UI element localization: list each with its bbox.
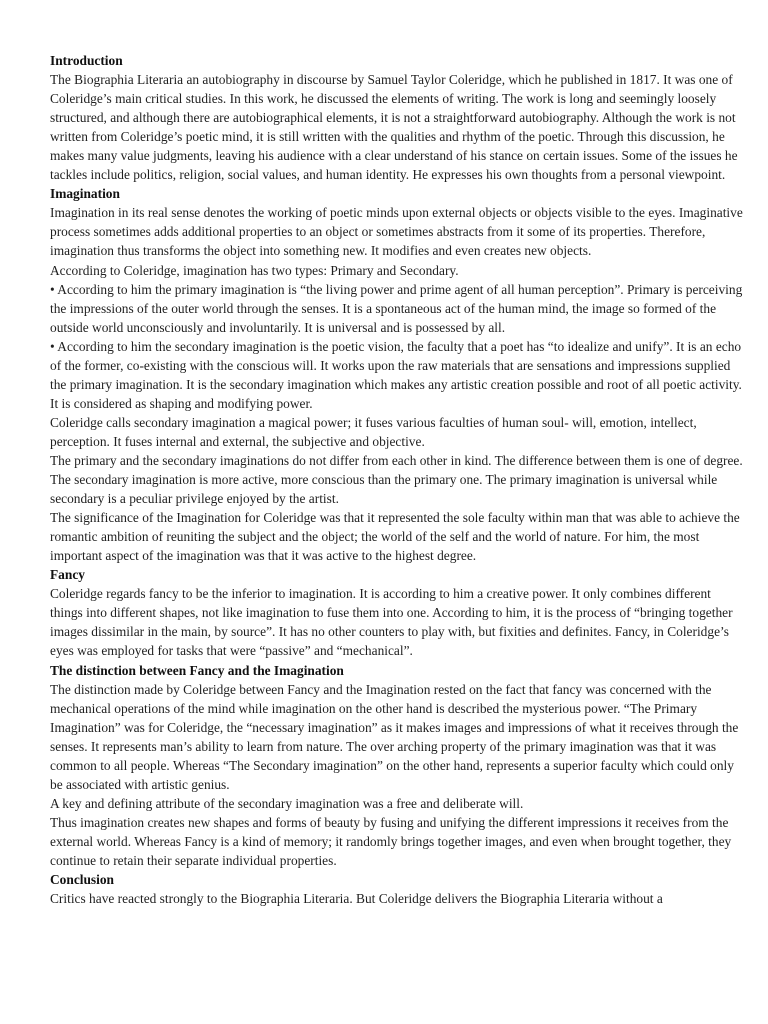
heading-imagination: Imagination [50, 186, 120, 202]
paragraph-conclusion: Critics have reacted strongly to the Biographia Literaria. But Coleridge delivers the Biographia Literaria without a [50, 891, 663, 907]
heading-distinction: The distinction between Fancy and the Imagination [50, 662, 344, 678]
paragraph-key-attribute: A key and defining attribute of the secondary imagination was a free and deliberate will. [50, 795, 524, 811]
paragraph-degree-difference: The primary and the secondary imaginations do not differ from each other in kind. The difference between them is one of degree. The secondary imagination is more active, more conscious than the primary one. The primary imagination is universal while secondary is a peculiar privilege enjoyed by the artist. [50, 452, 743, 507]
paragraph-imagination-types: According to Coleridge, imagination has two types: Primary and Secondary. [50, 262, 459, 278]
heading-fancy: Fancy [50, 567, 85, 583]
heading-conclusion: Conclusion [50, 872, 114, 888]
paragraph-magical-power: Coleridge calls secondary imagination a magical power; it fuses various faculties of human soul- will, emotion, intellect, perception. It fuses internal and external, the subjective and objective. [50, 414, 697, 449]
paragraph-imagination-definition: Imagination in its real sense denotes the working of poetic minds upon external objects or objects visible to the eyes. Imaginative process sometimes adds additional properties to an object or sometimes abstracts from it some of its properties. Therefore, imagination thus transforms the object into something new. It modifies and even creates new objects. [50, 205, 743, 259]
paragraph-introduction: The Biographia Literaria an autobiography in discourse by Samuel Taylor Coleridge, which he published in 1817. It was one of Coleridge’s main critical studies. In this work, he discussed the elements of writing. The work is long and seemingly loosely structured, and although there are autobiographical elements, it is not a straightforward autobiography. Although the work is not written from Coleridge’s poetic mind, it is still written with the qualities and rhythm of the poetic. Through this discussion, he makes many value judgments, leaving his audience with a clear understand of his stance on certain issues. Some of the issues he tackles include politics, religion, social values, and human identity. He expresses his own thoughts from a personal viewpoint. [50, 72, 738, 183]
paragraph-fancy: Coleridge regards fancy to be the inferior to imagination. It is according to him a creative power. It only combines different things into different shapes, not like imagination to fuse them into one. According to him, it is the process of “bringing together images dissimilar in the main, by source”. It has no other counters to play with, but fixities and definites. Fancy, in Coleridge’s eyes was employed for tasks that were “passive” and “mechanical”. [50, 586, 733, 659]
bullet-primary-imagination: • According to him the primary imagination is “the living power and prime agent of all human perception”. Primary is perceiving the impressions of the outer world through the senses. It is a spontaneous act of the human mind, the image so formed of the outside world unconsciously and involuntarily. It is universal and is possessed by all. [50, 281, 743, 335]
bullet-secondary-imagination: • According to him the secondary imagination is the poetic vision, the faculty that a poet has “to idealize and unify”. It is an echo of the former, co-existing with the conscious will. It works upon the raw materials that are sensations and impressions supplied the primary imagination. It is the secondary imagination which makes any artistic creation possible and root of all poetic activity. It is considered as shaping and modifying power. [50, 338, 742, 411]
heading-introduction: Introduction [50, 53, 123, 68]
paragraph-thus-imagination: Thus imagination creates new shapes and forms of beauty by fusing and unifying the different impressions it receives from the external world. Whereas Fancy is a kind of memory; it randomly brings together images, and even when brought together, they continue to retain their separate individual properties. [50, 814, 732, 868]
document-page [50, 51, 744, 908]
paragraph-significance: The significance of the Imagination for Coleridge was that it represented the sole faculty within man that was able to achieve the romantic ambition of reuniting the subject and the object; the world of the self and the world of nature. For him, the most important aspect of the imagination was that it was active to the highest degree. [50, 510, 740, 564]
paragraph-distinction: The distinction made by Coleridge between Fancy and the Imagination rested on the fact that fancy was concerned with the mechanical operations of the mind while imagination on the other hand is described the mysterious power. “The Primary Imagination” was for Coleridge, the “necessary imagination” as it makes images and impressions of what it receives through the senses. It represents man’s ability to learn from nature. The over arching property of the primary imagination was that it was common to all people. Whereas “The Secondary imagination” on the other hand, represents a superior faculty which could only be associated with artistic genius. [50, 681, 739, 792]
